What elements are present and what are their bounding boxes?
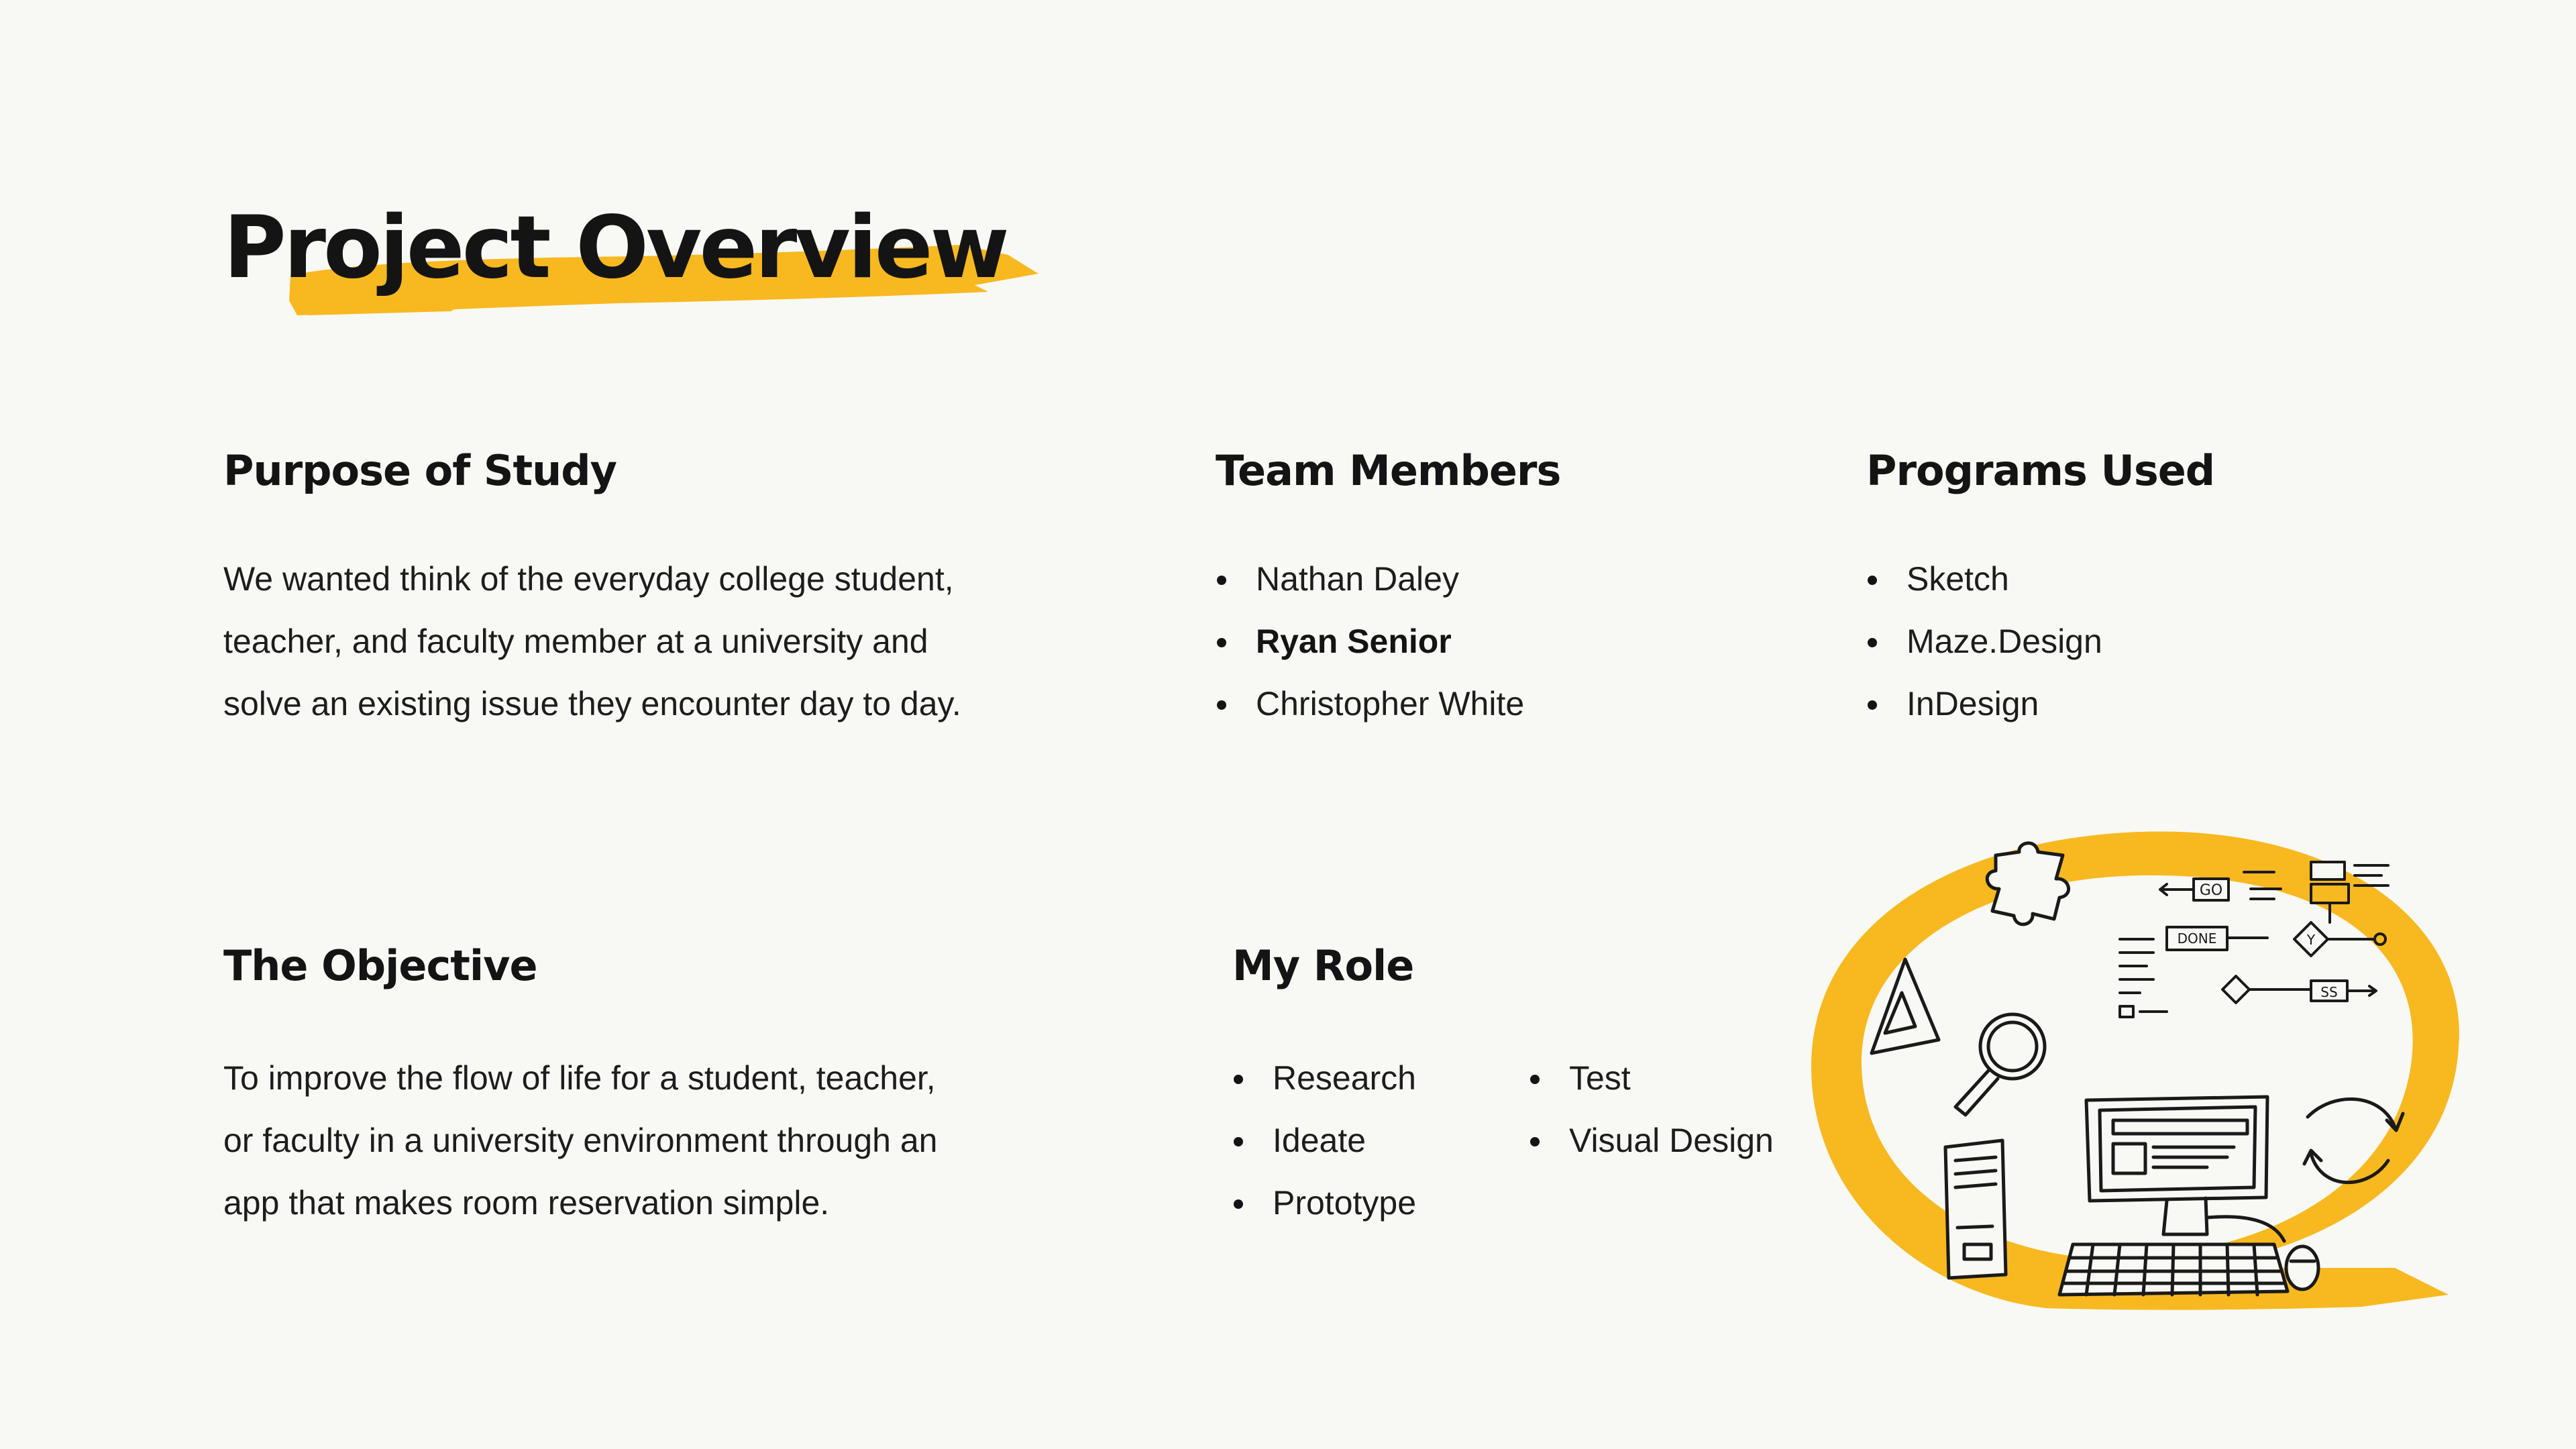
purpose-line: solve an existing issue they encounter day to day.	[223, 685, 961, 722]
programs-list	[1866, 548, 2102, 735]
program-item: InDesign	[1866, 673, 2102, 735]
flow-label-y: Y	[2306, 932, 2316, 948]
team-member: Christopher White	[1216, 673, 1524, 735]
team-heading: Team Members	[1216, 446, 1561, 495]
programs-heading: Programs Used	[1866, 446, 2215, 495]
magnifier-icon	[1955, 1014, 2045, 1115]
program-item: Sketch	[1866, 548, 2102, 610]
flowchart-icon	[2120, 862, 2388, 1017]
purpose-line: teacher, and faculty member at a university and	[223, 623, 928, 660]
flow-label-go: GO	[2199, 882, 2223, 899]
role-item: Visual Design	[1529, 1110, 1774, 1172]
objective-heading: The Objective	[223, 941, 537, 990]
role-heading: My Role	[1232, 941, 1414, 990]
objective-line: app that makes room reservation simple.	[223, 1184, 830, 1222]
role-list-2	[1529, 1047, 1774, 1172]
program-item: Maze.Design	[1866, 610, 2102, 673]
role-list-1	[1232, 1047, 1416, 1234]
yellow-ring	[1811, 831, 2459, 1309]
puzzle-piece-icon	[1987, 843, 2068, 924]
sketch-illustration	[1805, 825, 2475, 1322]
objective-text	[223, 1047, 937, 1234]
mouse-icon	[2286, 1246, 2318, 1289]
page-title: Project Overview	[223, 198, 1007, 298]
objective-line: To improve the flow of life for a student, teacher,	[223, 1059, 936, 1097]
monitor-icon	[2086, 1097, 2284, 1241]
title-block	[223, 195, 1042, 329]
purpose-line: We wanted think of the everyday college student,	[223, 560, 954, 598]
role-item: Ideate	[1232, 1110, 1416, 1172]
keyboard-icon	[2059, 1244, 2288, 1295]
team-list	[1216, 548, 1524, 735]
objective-line: or faculty in a university environment through an	[223, 1122, 938, 1159]
role-item: Research	[1232, 1047, 1416, 1110]
team-member: Nathan Daley	[1216, 548, 1524, 610]
purpose-text	[223, 548, 961, 735]
role-item: Test	[1529, 1047, 1774, 1110]
flow-label-ss: SS	[2320, 984, 2338, 1000]
flow-label-done: DONE	[2177, 930, 2217, 947]
purpose-heading: Purpose of Study	[223, 446, 617, 495]
role-item: Prototype	[1232, 1172, 1416, 1234]
team-member: Ryan Senior	[1216, 610, 1524, 673]
computer-tower-icon	[1945, 1140, 2006, 1278]
